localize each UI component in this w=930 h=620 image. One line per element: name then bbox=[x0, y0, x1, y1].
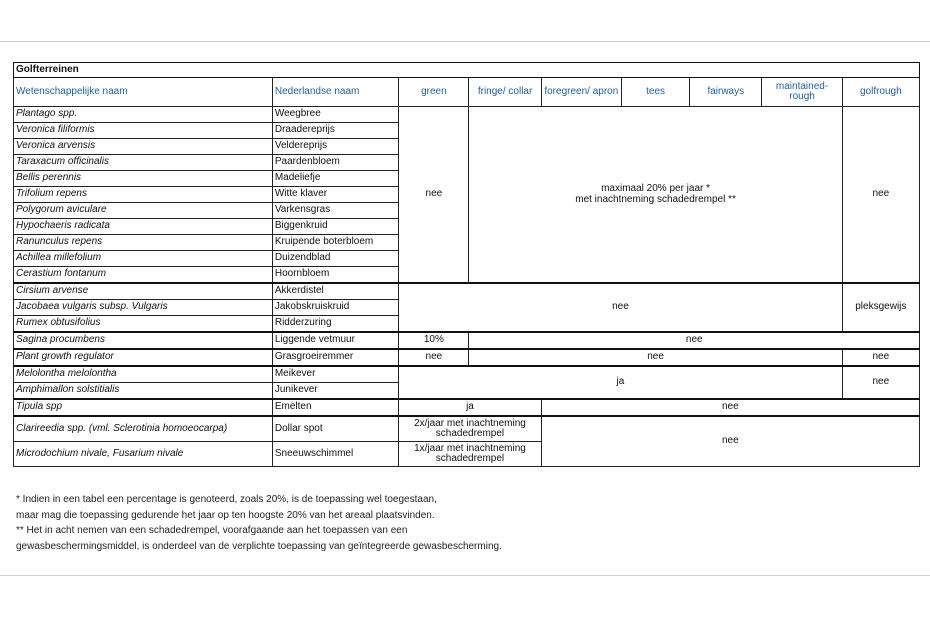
footnote-line: gewasbeschermingsmiddel, is onderdeel van de verplichte toepassing van geïntegreerde gewasbescherming. bbox=[16, 540, 502, 552]
nl-name: Varkensgras bbox=[272, 203, 398, 219]
sci-name: Rumex obtusifolius bbox=[14, 316, 273, 333]
nl-name: Sneeuwschimmel bbox=[272, 442, 398, 467]
header-foregreen: foregreen/ apron bbox=[541, 78, 621, 107]
g2-middle-cell: nee bbox=[399, 283, 842, 332]
nl-name: Grasgroeiremmer bbox=[272, 349, 398, 366]
sci-name: Tipula spp bbox=[14, 399, 273, 416]
nl-name: Junikever bbox=[272, 383, 398, 400]
footnote-line: maar mag die toepassing gedurende het jaar op ten hoogste 20% van het areaal plaatsvinden. bbox=[16, 509, 435, 521]
top-divider bbox=[0, 41, 930, 42]
table-row bbox=[14, 416, 920, 442]
g1-middle-cell bbox=[469, 107, 842, 284]
g2-golfrough-cell: pleksgewijs bbox=[842, 283, 919, 332]
table-row bbox=[14, 332, 920, 349]
tipula-right-cell: nee bbox=[541, 399, 919, 416]
sci-name: Ranunculus repens bbox=[14, 235, 273, 251]
sci-name: Trifolium repens bbox=[14, 187, 273, 203]
sci-name: Hypochaeris radicata bbox=[14, 219, 273, 235]
sneeuw-left-cell: 1x/jaar met inachtneming schadedrempel bbox=[399, 442, 541, 467]
sci-name: Jacobaea vulgaris subsp. Vulgaris bbox=[14, 300, 273, 316]
g1-middle-line1: maximaal 20% per jaar * bbox=[601, 183, 711, 194]
sci-name: Veronica filiformis bbox=[14, 123, 273, 139]
nl-name: Ridderzuring bbox=[272, 316, 398, 333]
table-row bbox=[14, 399, 920, 416]
header-nl: Nederlandse naam bbox=[272, 78, 398, 107]
nl-name: Draadereprijs bbox=[272, 123, 398, 139]
header-fairways: fairways bbox=[690, 78, 762, 107]
sci-name: Plant growth regulator bbox=[14, 349, 273, 366]
g1-middle-line2: met inachtneming schadedrempel ** bbox=[575, 193, 736, 205]
sci-name: Amphimallon solstitialis bbox=[14, 383, 273, 400]
nl-name: Dollar spot bbox=[272, 416, 398, 442]
table-row bbox=[14, 366, 920, 383]
nl-name: Madeliefje bbox=[272, 171, 398, 187]
header-tees: tees bbox=[621, 78, 689, 107]
table-title: Golfterreinen bbox=[14, 63, 920, 78]
sci-name: Taraxacum officinalis bbox=[14, 155, 273, 171]
footnote-line: * Indien in een tabel een percentage is genoteerd, zoals 20%, is de toepassing wel toegestaan, bbox=[16, 494, 437, 505]
nl-name: Duizendblad bbox=[272, 251, 398, 267]
sagina-green-cell: 10% bbox=[399, 332, 469, 349]
sci-name: Sagina procumbens bbox=[14, 332, 273, 349]
pgr-green-cell: nee bbox=[399, 349, 469, 366]
nl-name: Akkerdistel bbox=[272, 283, 398, 300]
header-sci: Wetenschappelijke naam bbox=[14, 78, 273, 107]
nl-name: Kruipende boterbloem bbox=[272, 235, 398, 251]
sci-name: Cerastium fontanum bbox=[14, 267, 273, 284]
pgr-middle-cell: nee bbox=[469, 349, 842, 366]
sci-name: Clarireedia spp. (vml. Sclerotinia homoeocarpa) bbox=[14, 416, 273, 442]
sci-name: Microdochium nivale, Fusarium nivale bbox=[14, 442, 273, 467]
fungi-right-cell: nee bbox=[541, 416, 919, 467]
sci-name: Achillea millefolium bbox=[14, 251, 273, 267]
nl-name: Veldereprijs bbox=[272, 139, 398, 155]
nl-name: Biggenkruid bbox=[272, 219, 398, 235]
sci-name: Cirsium arvense bbox=[14, 283, 273, 300]
nl-name: Weegbree bbox=[272, 107, 398, 123]
header-green: green bbox=[399, 78, 469, 107]
bottom-divider bbox=[0, 575, 930, 576]
header-maintained: maintained- rough bbox=[762, 78, 842, 107]
sci-name: Plantago spp. bbox=[14, 107, 273, 123]
tipula-left-cell: ja bbox=[399, 399, 541, 416]
dollar-left-cell: 2x/jaar met inachtneming schadedrempel bbox=[399, 416, 541, 442]
sci-name: Melolontha melolontha bbox=[14, 366, 273, 383]
nl-name: Jakobskruiskruid bbox=[272, 300, 398, 316]
table-row bbox=[14, 349, 920, 366]
nl-name: Emelten bbox=[272, 399, 398, 416]
header-golfrough: golfrough bbox=[842, 78, 919, 107]
g1-green-cell: nee bbox=[399, 107, 469, 284]
header-fringe: fringe/ collar bbox=[469, 78, 541, 107]
footnotes bbox=[16, 492, 502, 554]
table-row bbox=[14, 283, 920, 300]
sci-name: Bellis perennis bbox=[14, 171, 273, 187]
kever-middle-cell: ja bbox=[399, 366, 842, 399]
table-row bbox=[14, 107, 920, 123]
nl-name: Liggende vetmuur bbox=[272, 332, 398, 349]
nl-name: Paardenbloem bbox=[272, 155, 398, 171]
golf-table bbox=[13, 62, 920, 467]
kever-golfrough-cell: nee bbox=[842, 366, 919, 399]
footnote-line: ** Het in acht nemen van een schadedrempel, voorafgaande aan het toepassen van een bbox=[16, 525, 408, 536]
nl-name: Meikever bbox=[272, 366, 398, 383]
nl-name: Witte klaver bbox=[272, 187, 398, 203]
pgr-golfrough-cell: nee bbox=[842, 349, 919, 366]
g1-golfrough-cell: nee bbox=[842, 107, 919, 284]
header-row bbox=[14, 78, 920, 107]
nl-name: Hoornbloem bbox=[272, 267, 398, 284]
sagina-rest-cell: nee bbox=[469, 332, 920, 349]
sci-name: Veronica arvensis bbox=[14, 139, 273, 155]
sci-name: Polygorum aviculare bbox=[14, 203, 273, 219]
